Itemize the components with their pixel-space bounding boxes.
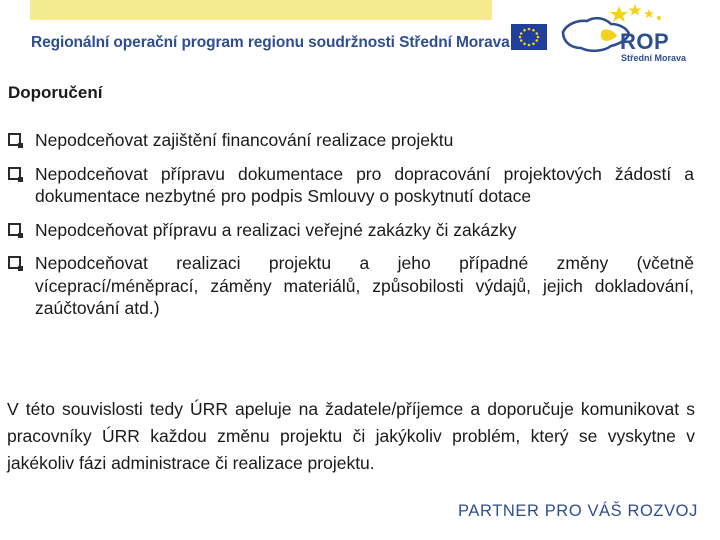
checkbox-bullet-icon [8, 167, 21, 180]
rop-logo-subtitle: Střední Morava [621, 53, 687, 63]
header-yellow-bar [30, 0, 492, 20]
list-item [8, 252, 694, 320]
rop-logo-text: ROP [620, 29, 670, 54]
checkbox-bullet-icon [8, 133, 21, 146]
list-item-text: Nepodceňovat přípravu dokumentace pro dopracování projektových žádostí a dokumentace nezbytné pro podpis Smlouvy o poskytnutí dotace [35, 163, 694, 206]
list-item-text: Nepodceňovat realizaci projektu a jeho případné změny (včetně víceprací/méněprací, záměny materiálů, způsobilosti výdajů, jejich dokladování, zaúčtování atd.) [35, 253, 694, 318]
checkbox-bullet-icon [8, 256, 21, 269]
section-title: Doporučení [8, 83, 103, 102]
checkbox-bullet-icon [8, 223, 21, 236]
program-title: Regionální operační program regionu soudržnosti Střední Morava [31, 34, 510, 51]
eu-flag-icon [511, 24, 547, 50]
slide-header [0, 0, 720, 78]
recommendation-list [8, 129, 694, 331]
list-item-text: Nepodceňovat přípravu a realizaci veřejné zakázky či zakázky [35, 219, 517, 240]
list-item [8, 163, 694, 208]
footer-slogan: PARTNER PRO VÁŠ ROZVOJ [458, 502, 698, 520]
body-paragraph: V této souvislosti tedy ÚRR apeluje na žadatele/příjemce a doporučuje komunikovat s pracovníky ÚRR každou změnu projektu či jakýkoliv problém, který se vyskytne v jakékoliv fázi administrace či realizace projektu. [7, 399, 695, 473]
list-item [8, 219, 694, 242]
list-item [8, 129, 694, 152]
list-item-text: Nepodceňovat zajištění financování realizace projektu [35, 130, 454, 150]
